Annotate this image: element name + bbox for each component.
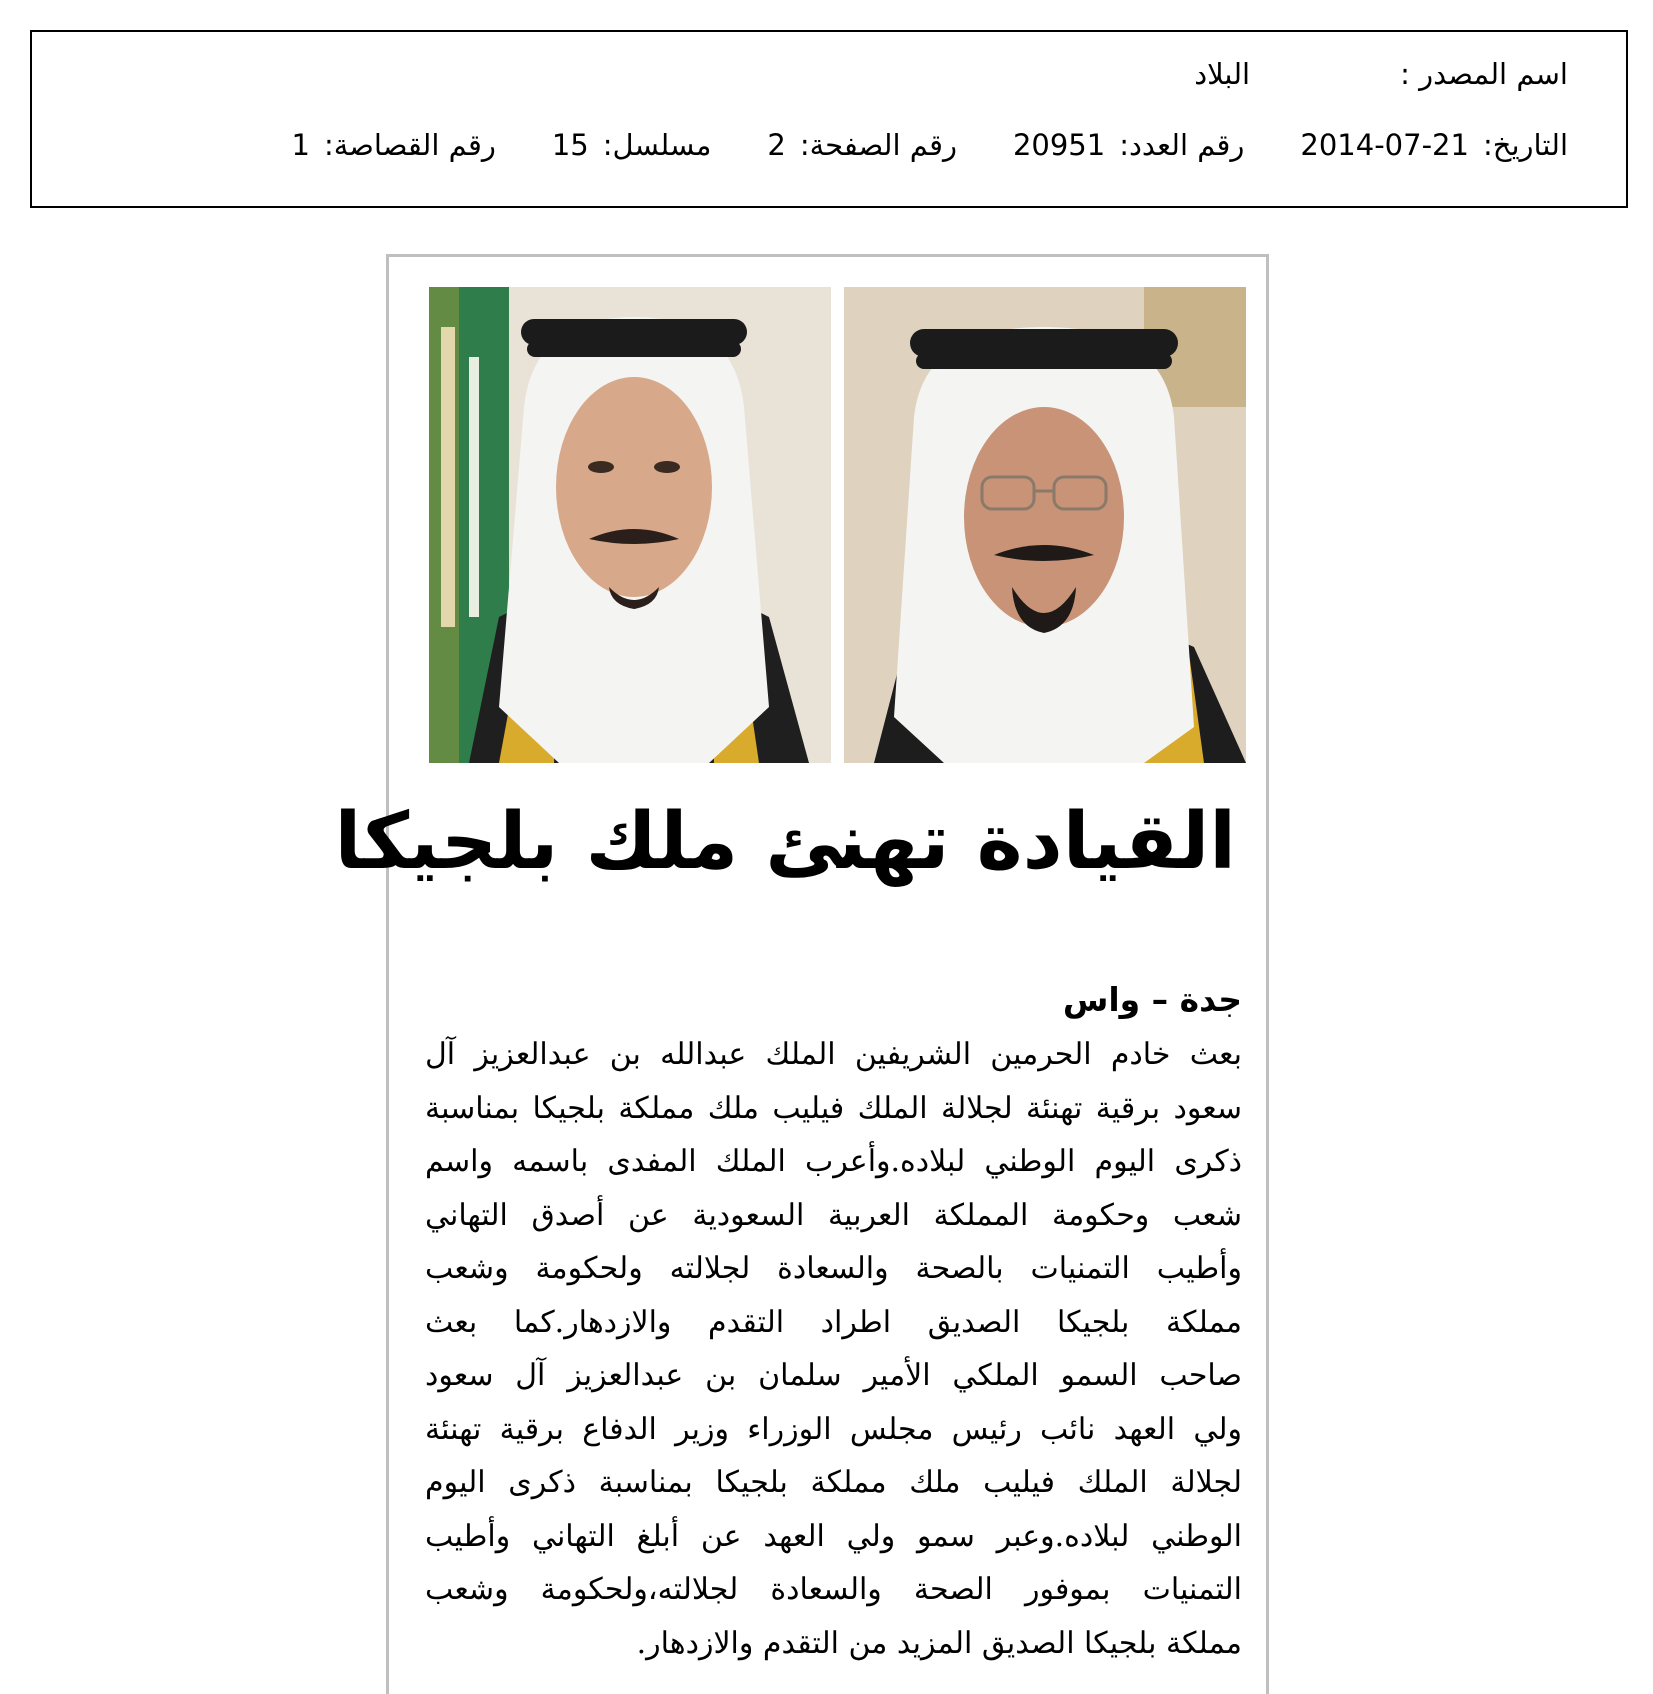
article-body-line: سعود برقية تهنئة لجلالة الملك فيليب ملك مملكة بلجيكا بمناسبة [425,1090,1242,1126]
issue-value: 20951 [1012,128,1106,162]
date-field [1300,125,1568,165]
article-body-line: مملكة بلجيكا الصديق المزيد من التقدم والازدهار. [636,1625,1242,1661]
article-dateline: جدة – واس [1062,980,1242,1019]
source-label: اسم المصدر : [1400,57,1568,91]
article-body-line: مملكة بلجيكا الصديق اطراد التقدم والازدهار.كما بعث [425,1304,1242,1340]
portrait-king-image [844,287,1246,763]
article-body-line: صاحب السمو الملكي الأمير سلمان بن عبدالعزيز آل سعود [425,1358,1242,1393]
clipping-field [292,125,496,165]
page-value: 2 [767,128,786,162]
article-body [425,1028,1242,1670]
article-body-line: لجلالة الملك فيليب ملك مملكة بلجيكا بمناسبة ذكرى اليوم [425,1465,1242,1500]
serial-label: مسلسل: [602,128,712,162]
clipping-value: 1 [291,128,310,162]
metadata-row-source [1194,54,1568,94]
serial-value: 15 [551,128,589,162]
metadata-box [30,30,1628,208]
portrait-king-drawing [844,287,1246,763]
page-label: رقم الصفحة: [799,128,957,162]
source-field [1194,54,1568,94]
date-label: التاريخ: [1482,128,1568,162]
clipping-label: رقم القصاصة: [323,128,496,162]
issue-field [1013,125,1244,165]
serial-field [552,125,712,165]
article-clipping [334,254,1269,1694]
source-value: البلاد [1194,57,1251,91]
page-field [767,125,957,165]
date-value: 2014-07-21 [1300,128,1469,162]
article-body-line: شعب وحكومة المملكة العربية السعودية عن أصدق التهاني [425,1197,1242,1233]
article-body-line: وأطيب التمنيات بالصحة والسعادة لجلالته ولحكومة وشعب [425,1251,1242,1286]
article-body-line: ذكرى اليوم الوطني لبلاده.وأعرب الملك المفدى باسمه واسم [425,1144,1242,1179]
article-body-line: التمنيات بموفور الصحة والسعادة لجلالته،ولحكومة وشعب [425,1572,1242,1607]
portrait-crown-prince-image [429,287,831,763]
article-body-line: بعث خادم الحرمين الشريفين الملك عبدالله بن عبدالعزيز آل [425,1037,1242,1072]
metadata-row-details [292,125,1569,165]
article-body-line: ولي العهد نائب رئيس مجلس الوزراء وزير الدفاع برقية تهنئة [425,1411,1242,1447]
portrait-crown-prince-drawing [429,287,831,763]
issue-label: رقم العدد: [1119,128,1245,162]
article-headline: القيادة تهنئ ملك بلجيكا [334,797,1236,887]
article-body-line: الوطني لبلاده.وعبر سمو ولي العهد عن أبلغ التهاني وأطيب [425,1518,1242,1554]
